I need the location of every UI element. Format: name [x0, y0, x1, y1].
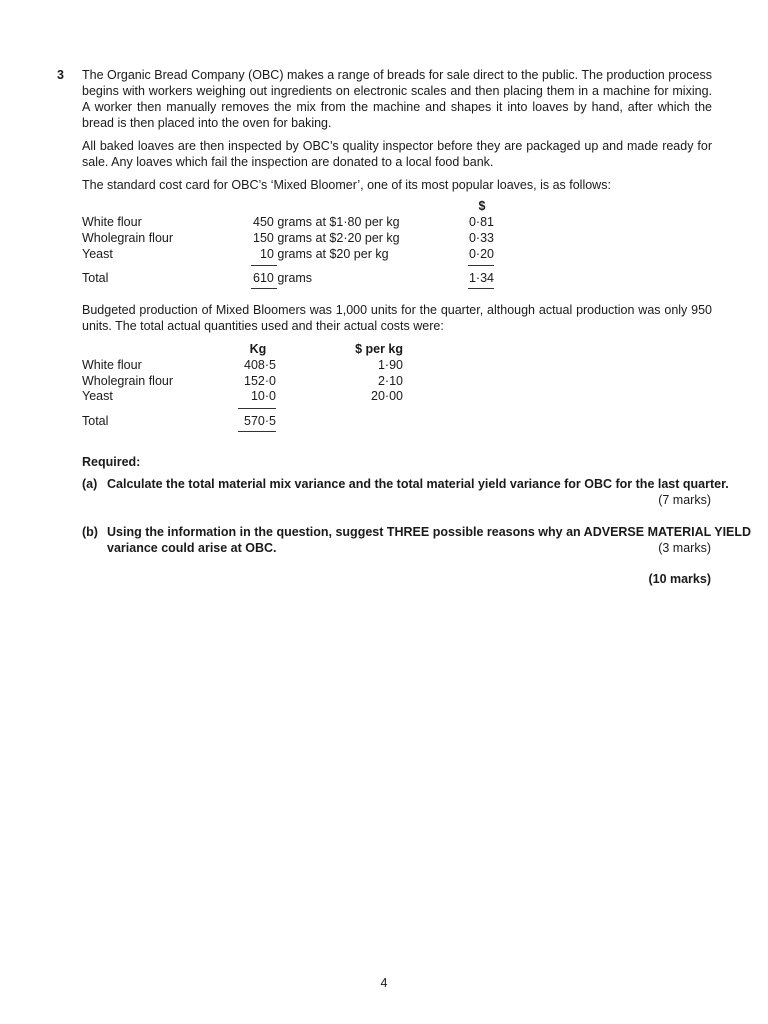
part-b-text-line1: Using the information in the question, suggest THREE possible reasons why an ADVERSE MATERIAL YIELD: [107, 525, 752, 539]
part-a-text: Calculate the total material mix variance and the total material yield variance for OBC for the last quarter.: [107, 477, 729, 491]
actual-rule-bottom: [238, 431, 276, 432]
part-b-label: (b): [82, 525, 98, 539]
actual-price-white-flour: 1·90: [377, 358, 403, 372]
intro-paragraph-1: The Organic Bread Company (OBC) makes a range of breads for sale direct to the public. The production process begins with workers weighing out ingredients on electronic scales and then placing them in a machine for mixing. A worker then manually removes the mix from the machine and shapes it into loaves by hand, after which the bread is then placed into the oven for baking.: [82, 68, 712, 130]
card-spec-white-flour: 450 grams at $1·80 per kg: [253, 215, 400, 229]
card-total-grams: 610 grams: [253, 271, 313, 285]
card-total-cost: 1·34: [468, 271, 494, 285]
actual-qty-white-flour: 408·5: [244, 358, 276, 372]
card-rule-cost-bottom: [468, 288, 494, 289]
budget-paragraph: Budgeted production of Mixed Bloomers was 1,000 units for the quarter, although actual production was only 950 units. The total actual quantities used and their actual costs were:: [82, 303, 712, 333]
actual-qty-wholegrain-flour: 152·0: [244, 374, 276, 388]
actual-item-wholegrain-flour: Wholegrain flour: [82, 374, 174, 388]
card-cost-white-flour: 0·81: [468, 215, 494, 229]
page-number: 4: [380, 976, 388, 990]
actual-rule-top: [238, 408, 276, 409]
actual-header-kg: Kg: [249, 342, 267, 356]
actual-price-wholegrain-flour: 2·10: [377, 374, 403, 388]
card-rule-grams-top: [251, 265, 277, 266]
question-number: 3: [57, 68, 64, 82]
card-cost-wholegrain-flour: 0·33: [468, 231, 494, 245]
actual-qty-yeast: 10·0: [250, 389, 276, 403]
part-a-marks: (7 marks): [658, 493, 711, 507]
actual-total-qty: 570·5: [244, 414, 276, 428]
actual-item-yeast: Yeast: [82, 389, 113, 403]
card-item-white-flour: White flour: [82, 215, 142, 229]
actual-header-price: $ per kg: [355, 342, 403, 356]
actual-price-yeast: 20·00: [371, 389, 403, 403]
card-item-yeast: Yeast: [82, 247, 113, 261]
card-item-wholegrain-flour: Wholegrain flour: [82, 231, 174, 245]
actual-item-white-flour: White flour: [82, 358, 142, 372]
required-heading: Required:: [82, 455, 141, 469]
card-spec-yeast: 10 grams at $20 per kg: [260, 247, 389, 261]
currency-header: $: [478, 199, 486, 213]
intro-paragraph-2: All baked loaves are then inspected by OBC’s quality inspector before they are packaged up and made ready for sale. Any loaves which fail the inspection are donated to a local food bank.: [82, 139, 712, 169]
part-b-text-line2: variance could arise at OBC.: [107, 541, 277, 555]
actual-total-label: Total: [82, 414, 109, 428]
card-spec-wholegrain-flour: 150 grams at $2·20 per kg: [253, 231, 400, 245]
card-cost-yeast: 0·20: [468, 247, 494, 261]
card-rule-grams-bottom: [251, 288, 277, 289]
card-rule-cost-top: [468, 265, 494, 266]
part-b-marks: (3 marks): [658, 541, 711, 555]
total-marks: (10 marks): [648, 572, 711, 586]
part-a-label: (a): [82, 477, 98, 491]
intro-paragraph-3: The standard cost card for OBC’s ‘Mixed Bloomer’, one of its most popular loaves, is as follows:: [82, 178, 611, 192]
card-total-label: Total: [82, 271, 109, 285]
